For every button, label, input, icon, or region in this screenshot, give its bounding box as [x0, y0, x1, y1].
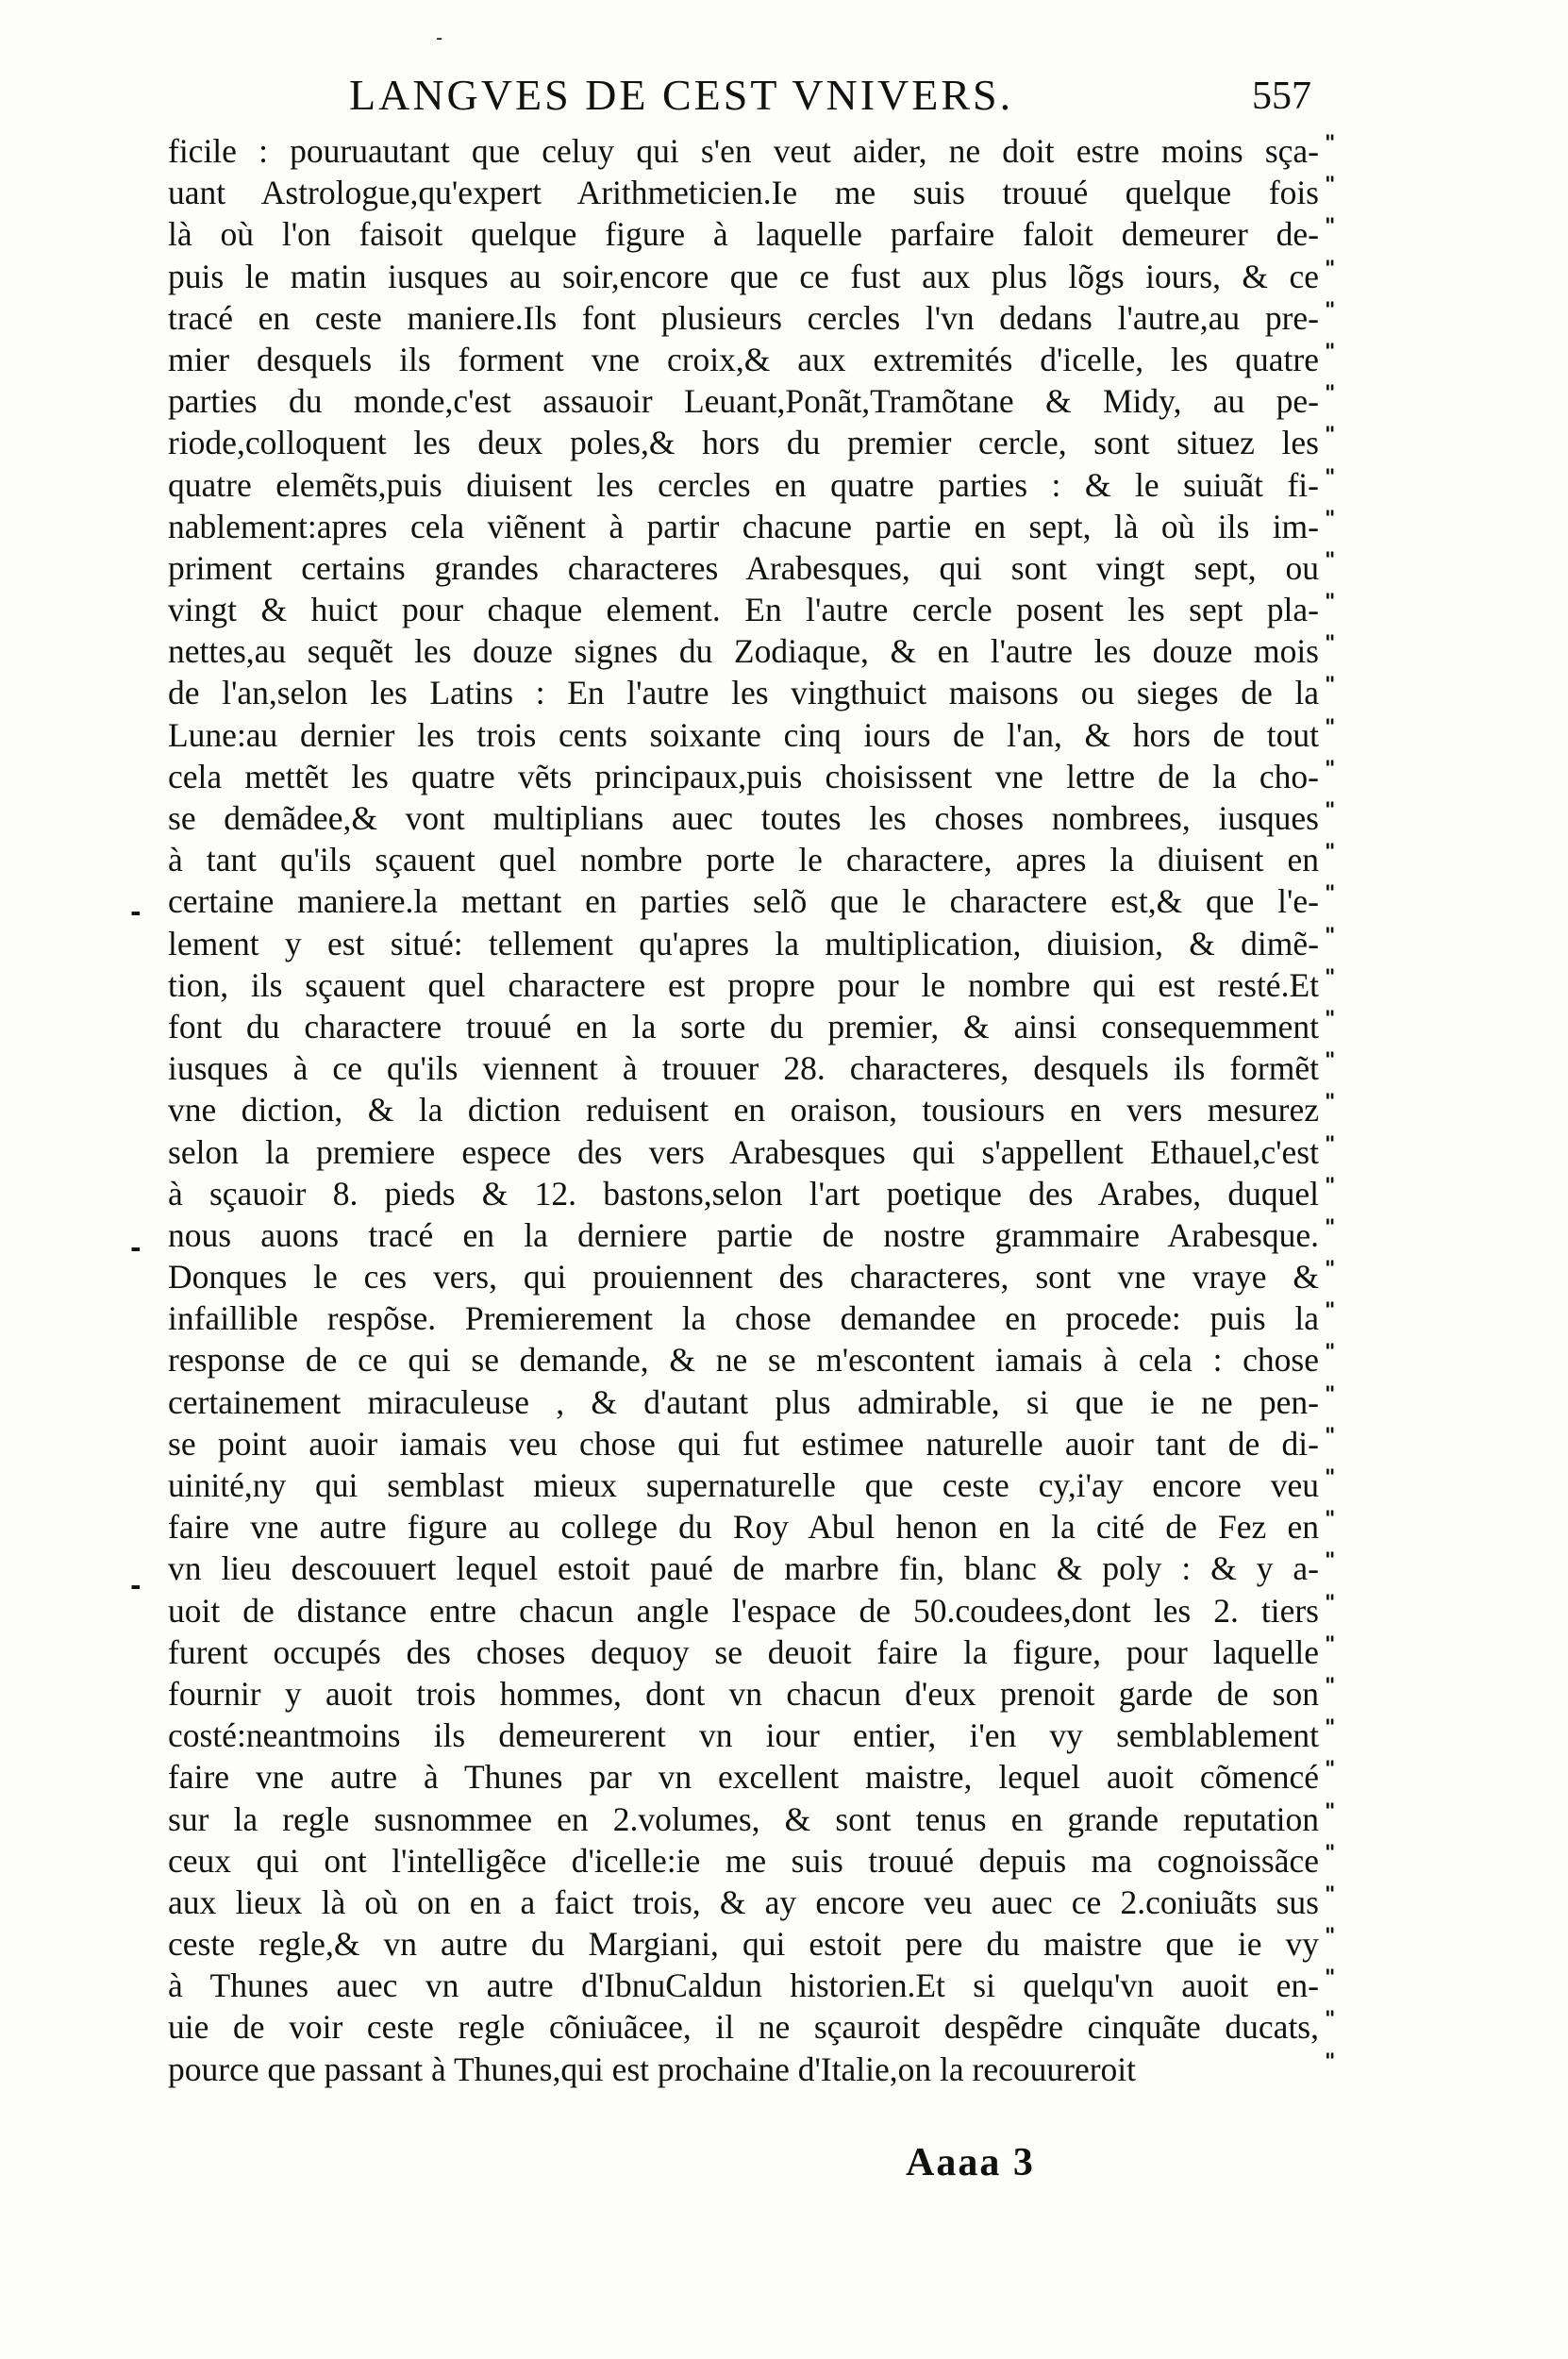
text-line: cela mettẽt les quatre vẽts principaux,puis choisissent vne lettre de la cho-: [168, 757, 1319, 795]
margin-mark: ": [1325, 1382, 1336, 1407]
margin-mark: ": [1325, 548, 1336, 573]
margin-mark: ": [1325, 465, 1336, 490]
left-margin-mark: -: [130, 896, 142, 928]
margin-mark: ": [1325, 799, 1336, 823]
margin-mark: ": [1325, 132, 1336, 156]
margin-mark: ": [1325, 1925, 1336, 1949]
margin-mark: ": [1325, 1049, 1336, 1074]
text-line: infaillible respõse. Premierement la chose demandee en procede: puis la: [168, 1299, 1319, 1338]
left-margin-mark: -: [130, 1232, 142, 1263]
text-line: se point auoir iamais veu chose qui fut estimee naturelle auoir tant de di-: [168, 1424, 1319, 1463]
margin-mark: ": [1325, 841, 1336, 865]
text-line: uoit de distance entre chacun angle l'espace de 50.coudees,dont les 2. tiers: [168, 1591, 1319, 1630]
text-line: mier desquels ils forment vne croix,& aux extremités d'icelle, les quatre: [168, 340, 1319, 378]
text-line: nous auons tracé en la derniere partie de nostre grammaire Arabesque.: [168, 1215, 1319, 1254]
margin-mark: ": [1325, 715, 1336, 740]
text-line: uinité,ny qui semblast mieux supernaturelle que ceste cy,i'ay encore veu: [168, 1466, 1319, 1504]
text-line: lement y est situé: tellement qu'apres la multiplication, diuision, & dimẽ-: [168, 924, 1319, 962]
text-line: costé:neantmoins ils demeurerent vn iour entier, i'en vy semblablement: [168, 1716, 1319, 1755]
signature-mark: Aaaa 3: [906, 2141, 1035, 2184]
text-line: tracé en ceste maniere.Ils font plusieurs cercles l'vn dedans l'autre,au pre-: [168, 298, 1319, 337]
margin-mark: ": [1325, 1466, 1336, 1490]
text-line: response de ce qui se demande, & ne se m'escontent iamais à cela : chose: [168, 1341, 1319, 1380]
margin-mark: ": [1325, 2049, 1336, 2074]
text-line: certaine maniere.la mettant en parties selõ que le charactere est,& que l'e-: [168, 882, 1319, 921]
margin-mark: ": [1325, 1758, 1336, 1782]
text-line: à tant qu'ils sçauent quel nombre porte le charactere, apres la diuisent en: [168, 841, 1319, 879]
margin-mark: ": [1325, 1841, 1336, 1865]
margin-mark: ": [1325, 298, 1336, 323]
margin-mark: ": [1325, 757, 1336, 781]
margin-mark: ": [1325, 965, 1336, 990]
margin-mark: ": [1325, 1299, 1336, 1324]
margin-mark: ": [1325, 340, 1336, 364]
text-line: riode,colloquent les deux poles,& hors du premier cercle, sont situez les: [168, 424, 1319, 462]
margin-mark: ": [1325, 632, 1336, 657]
left-margin-marks: [130, 0, 158, 2359]
text-line: selon la premiere espece des vers Arabesques qui s'appellent Ethauel,c'est: [168, 1132, 1319, 1171]
text-line: font du charactere trouué en la sorte du premier, & ainsi consequemment: [168, 1007, 1319, 1046]
running-head: LANGVES DE CEST VNIVERS.: [349, 71, 1014, 119]
text-line: se demãdee,& vont multiplians auec toutes les choses nombrees, iusques: [168, 799, 1319, 837]
margin-mark: ": [1325, 1966, 1336, 1991]
text-line: fournir y auoit trois hommes, dont vn chacun d'eux prenoit garde de son: [168, 1674, 1319, 1713]
text-line: vn lieu descouuert lequel estoit paué de marbre fin, blanc & poly : & y a-: [168, 1549, 1319, 1588]
text-line: ceux qui ont l'intelligẽce d'icelle:ie me suis trouué depuis ma cognoissãce: [168, 1841, 1319, 1880]
text-line: faire vne autre à Thunes par vn excellent maistre, lequel auoit cõmencé: [168, 1758, 1319, 1797]
text-line: priment certains grandes characteres Arabesques, qui sont vingt sept, ou: [168, 548, 1319, 587]
margin-mark: ": [1325, 1716, 1336, 1741]
text-line: tion, ils sçauent quel charactere est propre pour le nombre qui est resté.Et: [168, 965, 1319, 1004]
text-line: uie de voir ceste regle cõniuãcee, il ne sçauroit despẽdre cinquãte ducats,: [168, 2008, 1319, 2047]
margin-mark: ": [1325, 1882, 1336, 1907]
text-line: de l'an,selon les Latins : En l'autre les vingthuict maisons ou sieges de la: [168, 674, 1319, 712]
margin-mark: ": [1325, 215, 1336, 240]
text-line: à Thunes auec vn autre d'IbnuCaldun historien.Et si quelqu'vn auoit en-: [168, 1966, 1319, 2005]
text-line: nettes,au sequẽt les douze signes du Zodiaque, & en l'autre les douze mois: [168, 632, 1319, 671]
left-margin-mark: -: [130, 1570, 142, 1601]
page-header: [160, 70, 1340, 126]
margin-mark: ": [1325, 1632, 1336, 1657]
margin-mark: ": [1325, 382, 1336, 407]
text-line: vne diction, & la diction reduisent en oraison, tousiours en vers mesurez: [168, 1091, 1319, 1129]
margin-mark: ": [1325, 674, 1336, 698]
margin-mark: ": [1325, 1549, 1336, 1574]
margin-mark: ": [1325, 1508, 1336, 1532]
text-line: pource que passant à Thunes,qui est prochaine d'Italie,on la recouureroit: [168, 2049, 1136, 2088]
margin-mark: ": [1325, 1591, 1336, 1615]
text-line: nablement:apres cela viẽnent à partir chacune partie en sept, là où ils im-: [168, 507, 1319, 545]
margin-mark: ": [1325, 507, 1336, 531]
text-line: Donques le ces vers, qui prouiennent des characteres, sont vne vraye &: [168, 1258, 1319, 1297]
margin-mark: ": [1325, 1215, 1336, 1240]
text-line: quatre elemẽts,puis diuisent les cercles en quatre parties : & le suiuãt fi-: [168, 465, 1319, 504]
margin-mark: ": [1325, 1007, 1336, 1031]
margin-mark: ": [1325, 1132, 1336, 1157]
margin-mark: ": [1325, 1258, 1336, 1282]
text-line: faire vne autre figure au college du Roy Abul henon en la cité de Fez en: [168, 1508, 1319, 1547]
margin-mark: ": [1325, 924, 1336, 948]
text-line: uant Astrologue,qu'expert Arithmeticien.Ie me suis trouué quelque fois: [168, 174, 1319, 212]
margin-mark: ": [1325, 591, 1336, 615]
text-line: Lune:au dernier les trois cents soixante cinq iours de l'an, & hors de tout: [168, 715, 1319, 754]
margin-mark: ": [1325, 257, 1336, 281]
margin-mark: ": [1325, 174, 1336, 198]
text-line: parties du monde,c'est assauoir Leuant,Ponãt,Tramõtane & Midy, au pe-: [168, 382, 1319, 421]
right-margin-marks: [1325, 130, 1353, 2090]
margin-mark: ": [1325, 1341, 1336, 1365]
margin-mark: ": [1325, 1174, 1336, 1198]
margin-mark: ": [1325, 2008, 1336, 2033]
text-line: vingt & huict pour chaque element. En l'autre cercle posent les sept pla-: [168, 591, 1319, 629]
text-line: certainement miraculeuse , & d'autant plus admirable, si que ie ne pen-: [168, 1382, 1319, 1421]
margin-mark: ": [1325, 1091, 1336, 1115]
text-line: ceste regle,& vn autre du Margiani, qui estoit pere du maistre que ie vy: [168, 1925, 1319, 1964]
text-line: furent occupés des choses dequoy se deuoit faire la figure, pour laquelle: [168, 1632, 1319, 1671]
margin-mark: ": [1325, 1799, 1336, 1824]
text-line: là où l'on faisoit quelque figure à laquelle parfaire faloit demeurer de-: [168, 215, 1319, 254]
text-line: aux lieux là où on en a faict trois, & ay encore veu auec ce 2.coniuãts sus: [168, 1882, 1319, 1921]
body-text: [168, 130, 1319, 2090]
margin-mark: ": [1325, 1424, 1336, 1448]
text-line: sur la regle susnommee en 2.volumes, & sont tenus en grande reputation: [168, 1799, 1319, 1838]
page-number: 557: [1252, 75, 1311, 118]
top-mark: -: [436, 26, 443, 49]
text-line: à sçauoir 8. pieds & 12. bastons,selon l'art poetique des Arabes, duquel: [168, 1174, 1319, 1213]
margin-mark: ": [1325, 1674, 1336, 1698]
text-line: ficile : pouruautant que celuy qui s'en veut aider, ne doit estre moins sça-: [168, 132, 1319, 170]
margin-mark: ": [1325, 424, 1336, 448]
text-line: puis le matin iusques au soir,encore que ce fust aux plus lõgs iours, & ce: [168, 257, 1319, 295]
text-line: iusques à ce qu'ils viennent à trouuer 28. characteres, desquels ils formẽt: [168, 1049, 1319, 1088]
margin-mark: ": [1325, 882, 1336, 907]
